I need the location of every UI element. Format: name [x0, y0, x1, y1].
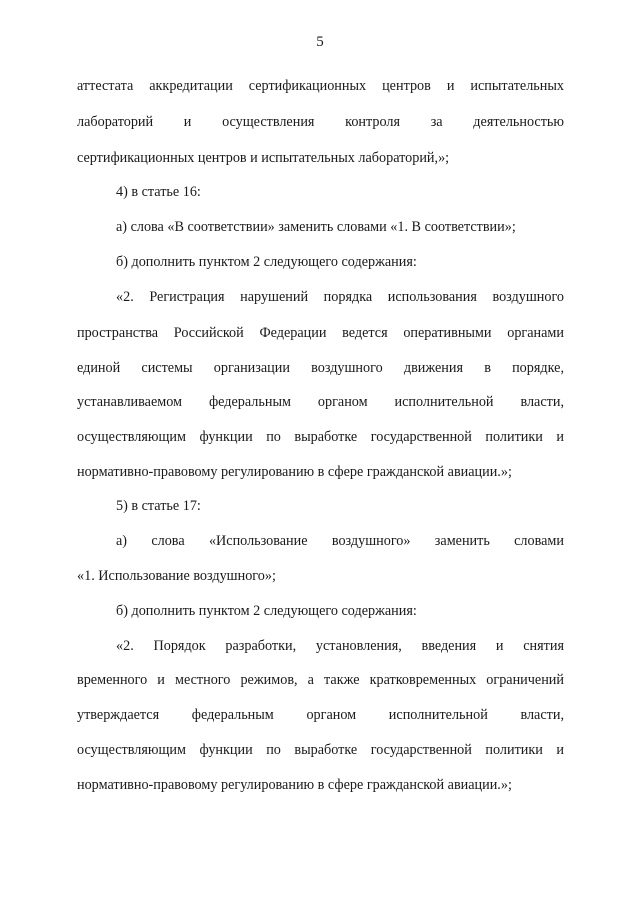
page-number: 5: [316, 34, 324, 50]
text-line: утверждается федеральным органом исполнительной власти,: [77, 707, 564, 723]
list-item-heading: 5) в статье 17:: [116, 498, 201, 514]
text-line: устанавливаемом федеральным органом исполнительной власти,: [77, 394, 564, 410]
text-line: «1. Использование воздушного»;: [77, 568, 276, 584]
text-line: сертификационных центров и испытательных лабораторий,»;: [77, 150, 450, 166]
text-line: лабораторий и осуществления контроля за деятельностью: [77, 114, 564, 130]
text-line: нормативно-правовому регулированию в сфере гражданской авиации.»;: [77, 464, 512, 480]
text-line: б) дополнить пунктом 2 следующего содержания:: [116, 603, 417, 619]
text-line: аттестата аккредитации сертификационных центров и испытательных: [77, 78, 564, 94]
text-line: б) дополнить пунктом 2 следующего содержания:: [116, 254, 417, 270]
text-line: а) слова «В соответствии» заменить словами «1. В соответствии»;: [116, 219, 516, 235]
text-line: единой системы организации воздушного движения в порядке,: [77, 360, 564, 376]
text-line: «2. Регистрация нарушений порядка использования воздушного: [116, 289, 564, 305]
text-line: пространства Российской Федерации ведется оперативными органами: [77, 325, 564, 341]
text-line: осуществляющим функции по выработке государственной политики и: [77, 742, 564, 758]
text-line: нормативно-правовому регулированию в сфере гражданской авиации.»;: [77, 777, 512, 793]
text-line: временного и местного режимов, а также кратковременных ограничений: [77, 672, 564, 688]
list-item-heading: 4) в статье 16:: [116, 184, 201, 200]
text-line: «2. Порядок разработки, установления, введения и снятия: [116, 638, 564, 654]
text-line: осуществляющим функции по выработке государственной политики и: [77, 429, 564, 445]
text-line: а) слова «Использование воздушного» заменить словами: [116, 533, 564, 549]
